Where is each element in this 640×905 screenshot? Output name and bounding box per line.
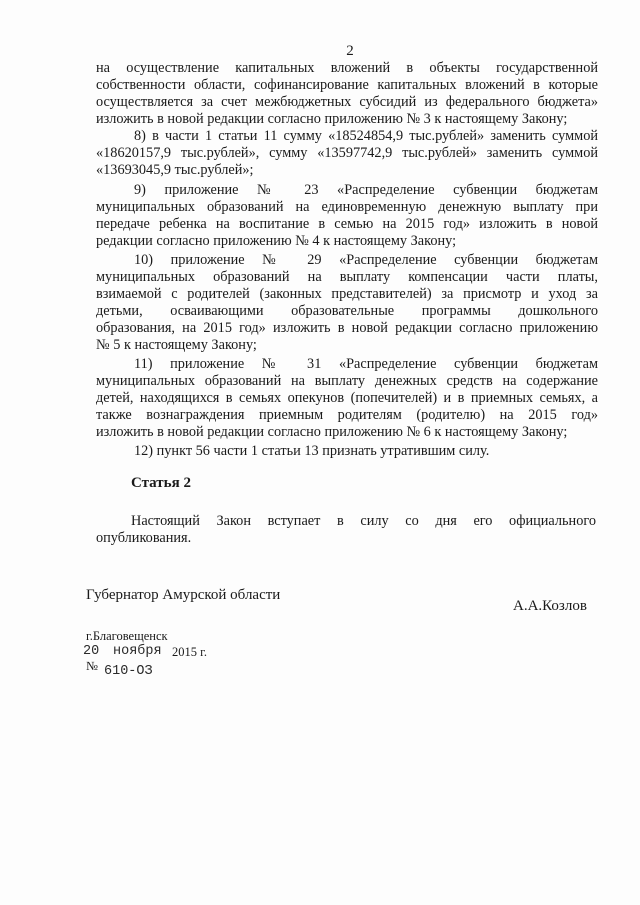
body-line-3: осуществляется за счет межбюджетных субсидий из федерального бюджета» [96,94,598,110]
place-city: г.Благовещенск [86,629,168,643]
law-number: 610-ОЗ [104,664,153,679]
date-year: 2015 г. [172,645,207,659]
body-line-6: «18620157,9 тыс.рублей», сумму «13597742,9 тыс.рублей» заменить суммой [96,145,598,161]
body-line-5: 8) в части 1 статьи 11 сумму «18524854,9 тыс.рублей» заменить суммой [134,128,598,144]
signature-position: Губернатор Амурской области [86,587,281,603]
body-line-16: образования, на 2015 год» изложить в новой редакции согласно приложению [96,320,598,336]
body-line-21: также вознаграждения приемным родителям (родителю) на 2015 год» [96,407,598,423]
body-line-14: взимаемой с родителей (законных представителей) за присмотр и уход за [96,286,598,302]
body-line-7: «13693045,9 тыс.рублей»; [96,162,254,178]
article-heading: Статья 2 [131,475,191,491]
body-line-2: собственности области, софинансирование капитальных вложений в которые [96,77,598,93]
body-line-17: № 5 к настоящему Закону; [96,337,257,353]
date-month: ноября [113,644,162,659]
page-number: 2 [346,43,354,59]
body-line-22: изложить в новой редакции согласно приложению № 6 к настоящему Закону; [96,424,568,440]
signature-name: А.А.Козлов [513,598,587,614]
body-line-18: 11) приложение № 31 «Распределение субвенции бюджетам [134,356,598,372]
body-line-4: изложить в новой редакции согласно приложению № 3 к настоящему Закону; [96,111,568,127]
body-line-8: 9) приложение № 23 «Распределение субвенции бюджетам [134,182,598,198]
date-day: 20 [83,644,100,659]
body-line-11: редакции согласно приложению № 4 к настоящему Закону; [96,233,457,249]
body-line-13: муниципальных образований на выплату компенсации части платы, [96,269,598,285]
body-line-23: 12) пункт 56 части 1 статьи 13 признать утратившим силу. [134,443,490,459]
body-line-15: детьми, осваивающими образовательные программы дошкольного [96,303,598,319]
body-line-20: детей, находящихся в семьях опекунов (попечителей) и в приемных семьях, а [96,390,598,406]
article-line-1: Настоящий Закон вступает в силу со дня его официального [131,513,596,529]
body-line-1: на осуществление капитальных вложений в объекты государственной [96,60,598,76]
article-line-2: опубликования. [96,530,192,546]
body-line-19: муниципальных образований на выплату денежных средств на содержание [96,373,598,389]
body-line-9: муниципальных образований на единовременную денежную выплату при [96,199,598,215]
body-line-12: 10) приложение № 29 «Распределение субвенции бюджетам [134,252,598,268]
body-line-10: передаче ребенка на воспитание в семью на 2015 год» изложить в новой [96,216,598,232]
number-sign: № [86,659,98,673]
